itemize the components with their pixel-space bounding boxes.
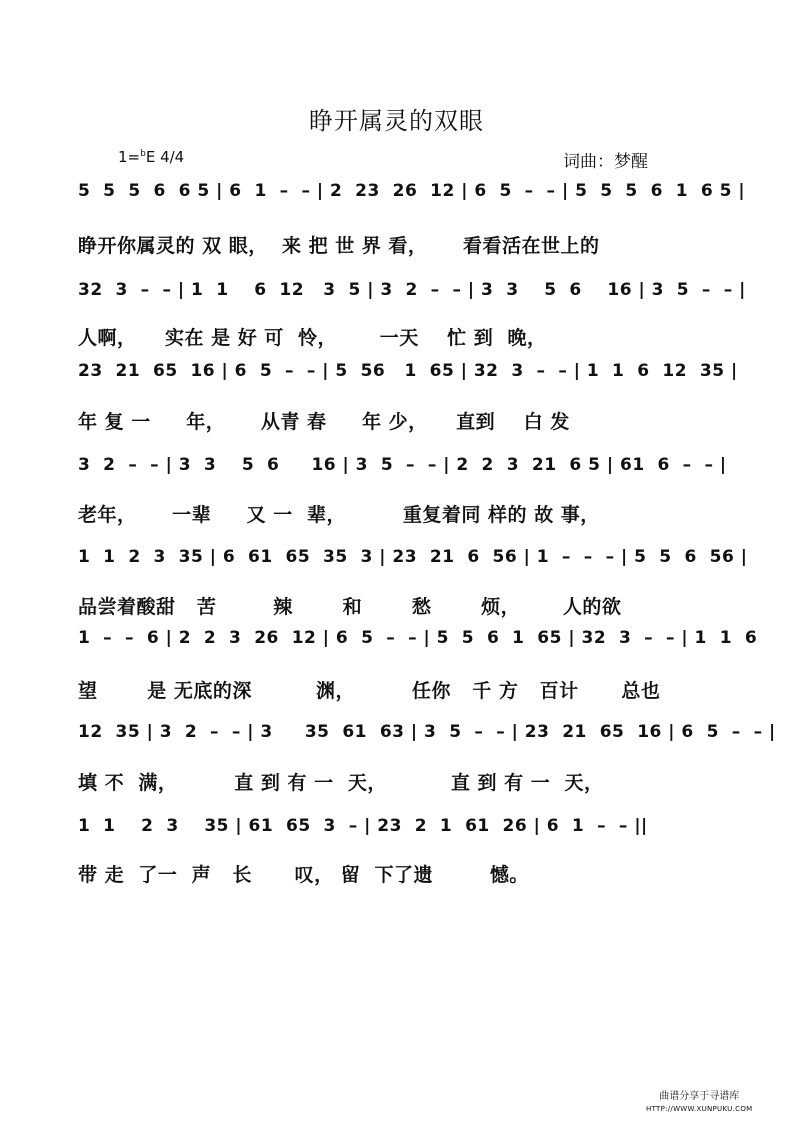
notation-line-5: 1 1 2 3 35 | 6 61 65 35 3 | 23 21 6 56 | 1 – – – | 5 5 6 56 | [78, 547, 748, 567]
lyric-line-6: 望 是 无底的深 渊， 任你 千 方 百计 总也 [78, 680, 661, 702]
key-prefix: 1= [118, 148, 141, 166]
footer-url[interactable]: HTTP://WWW.XUNPUKU.COM [646, 1105, 753, 1113]
lyric-line-2: 人啊， 实在 是 好 可 怜， 一天 忙 到 晚， [78, 327, 547, 349]
notation-line-4: 3 2 – – | 3 3 5 6 16 | 3 5 – – | 2 2 3 21 6 5 | 61 6 – – | [78, 455, 727, 475]
site-footer [646, 1090, 752, 1116]
notation-line-1: 5 5 5 6 6 5 | 6 1 – – | 2 23 26 12 | 6 5 – – | 5 5 5 6 1 6 5 | [78, 181, 746, 201]
song-title: 睁开属灵的双眼 [309, 107, 484, 135]
lyric-line-4: 老年， 一辈 又 一 辈， 重复着同 样的 故 事， [78, 504, 600, 526]
notation-line-7: 12 35 | 3 2 – – | 3 35 61 63 | 3 5 – – | 23 21 65 16 | 6 5 – – | [78, 722, 776, 742]
credit-line: 词曲：梦醒 [563, 152, 648, 172]
notation-line-6: 1 – – 6 | 2 2 3 26 12 | 6 5 – – | 5 5 6 1 65 | 32 3 – – | 1 1 6 [78, 628, 758, 648]
key-flat: b [140, 149, 146, 159]
lyric-line-7: 填 不 满， 直 到 有 一 天， 直 到 有 一 天， [78, 772, 604, 794]
key-rest: E 4/4 [145, 148, 185, 166]
key-signature [118, 148, 184, 166]
lyric-line-8: 带 走 了一 声 长 叹， 留 下了遗 憾。 [78, 864, 529, 886]
lyric-line-3: 年 复 一 年， 从青 春 年 少， 直到 白 发 [78, 411, 570, 433]
footer-line-1: 曲谱分享于寻谱库 [659, 1091, 740, 1102]
lyric-line-5: 品尝着酸甜 苦 辣 和 愁 烦， 人的欲 [78, 596, 622, 618]
notation-line-3: 23 21 65 16 | 6 5 – – | 5 56 1 65 | 32 3 – – | 1 1 6 12 35 | [78, 361, 738, 381]
notation-line-2: 32 3 – – | 1 1 6 12 3 5 | 3 2 – – | 3 3 5 6 16 | 3 5 – – | [78, 280, 746, 300]
lyric-line-1: 睁开你属灵的 双 眼， 来 把 世 界 看， 看看活在世上的 [78, 235, 600, 257]
notation-line-8: 1 1 2 3 35 | 61 65 3 – | 23 2 1 61 26 | 6 1 – – || [78, 816, 648, 836]
